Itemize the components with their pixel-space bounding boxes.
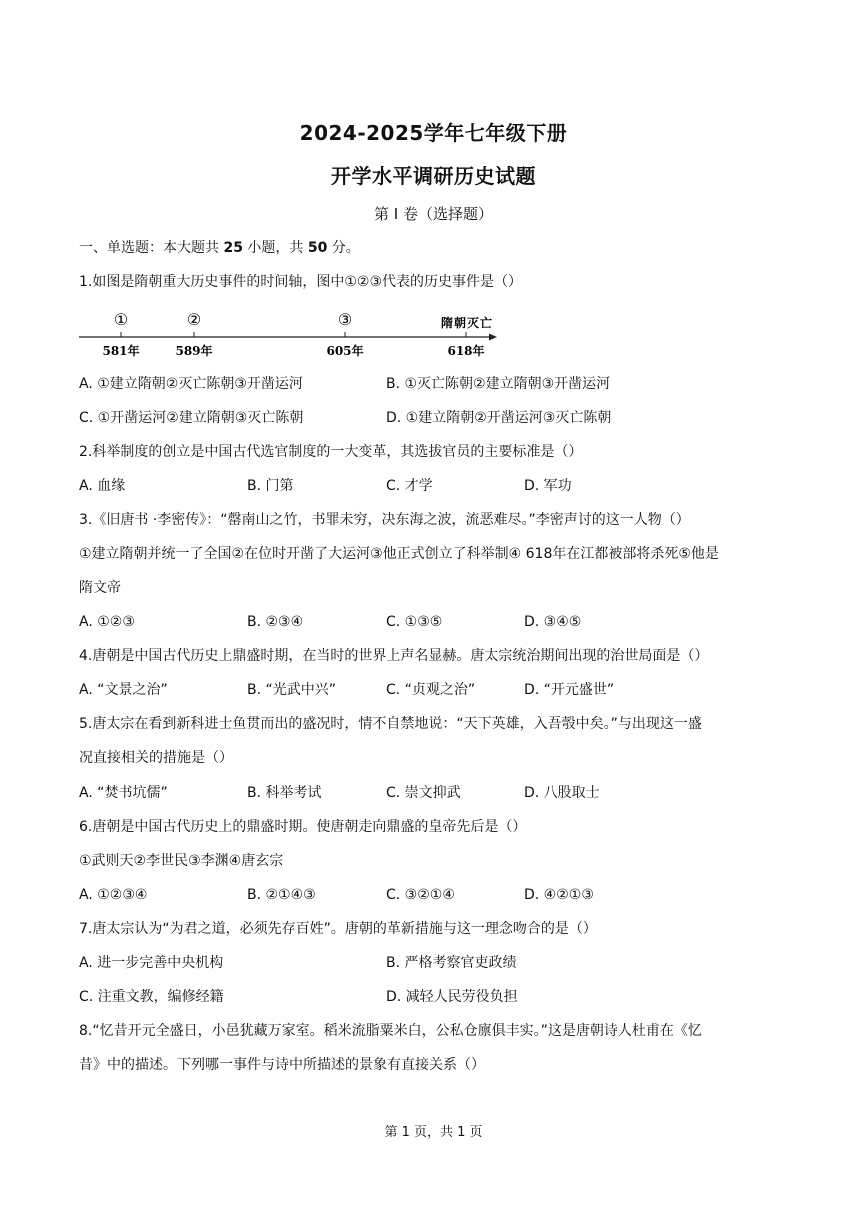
q8-stem-cont: 昔》中的描述。下列哪一事件与诗中所描述的景象有直接关系（） <box>79 1057 485 1073</box>
total-score: 50 <box>307 240 328 256</box>
timeline-event-sui-fall: 隋朝灭亡 <box>440 316 494 330</box>
q7-option-b[interactable]: B. 严格考察官吏政绩 <box>386 955 517 971</box>
q2-option-a[interactable]: A. 血缘 <box>79 478 126 494</box>
section-prefix: 一、单选题：本大题共 <box>79 240 224 256</box>
q4-option-a[interactable]: A. “文景之治” <box>79 682 168 698</box>
q2-option-d[interactable]: D. 军功 <box>524 478 572 494</box>
q8-stem: 8.“忆昔开元全盛日，小邑犹藏万家室。稻米流脂粟米白，公私仓廪俱丰实。”这是唐朝诗人杜甫在《忆 <box>79 1023 702 1039</box>
section-middle: 小题，共 <box>242 240 308 256</box>
q7-option-a[interactable]: A. 进一步完善中央机构 <box>79 955 224 971</box>
q1-option-c[interactable]: C. ①开凿运河②建立隋朝③灭亡陈朝 <box>79 410 304 426</box>
q3-option-a[interactable]: A. ①②③ <box>79 614 135 630</box>
q7-option-c[interactable]: C. 注重文教，编修经籍 <box>79 989 224 1005</box>
timeline-event-1: ① <box>113 310 129 329</box>
exam-title-line2: 开学水平调研历史试题 <box>331 164 536 188</box>
q5-option-a[interactable]: A. “焚书坑儒” <box>79 785 168 801</box>
q3-option-c[interactable]: C. ①③⑤ <box>386 614 443 630</box>
volume-heading: 第 I 卷（选择题） <box>374 205 493 223</box>
question-count: 25 <box>223 240 243 256</box>
section-heading <box>79 238 360 258</box>
timeline-arrow <box>489 334 497 341</box>
q3-option-d[interactable]: D. ③④⑤ <box>524 614 582 630</box>
q6-stem: 6.唐朝是中国古代历史上的鼎盛时期。使唐朝走向鼎盛的皇帝先后是（） <box>79 819 527 835</box>
timeline-figure <box>79 306 509 362</box>
timeline-year-618: 618年 <box>447 344 485 358</box>
timeline-year-605: 605年 <box>326 344 364 358</box>
q5-option-b[interactable]: B. 科举考试 <box>247 785 322 801</box>
q6-statements: ①武则天②李世民③李渊④唐玄宗 <box>79 853 284 869</box>
timeline-event-3: ③ <box>337 310 353 329</box>
q5-stem-cont: 况直接相关的措施是（） <box>79 750 233 766</box>
q6-option-b[interactable]: B. ②①④③ <box>247 887 316 903</box>
q7-option-d[interactable]: D. 减轻人民劳役负担 <box>386 989 518 1005</box>
page-footer: 第 1 页，共 1 页 <box>384 1125 483 1140</box>
timeline-year-581: 581年 <box>102 344 140 358</box>
q5-option-c[interactable]: C. 崇文抑武 <box>386 785 461 801</box>
exam-title-line1: 2024-2025学年七年级下册 <box>299 121 568 145</box>
q3-stem: 3.《旧唐书 ·李密传》：“罄南山之竹，书罪未穷，决东海之波，流恶难尽。”李密声讨的这一人物（） <box>79 512 690 528</box>
q5-stem: 5.唐太宗在看到新科进士鱼贯而出的盛况时，情不自禁地说：“天下英雄，入吾彀中矣。”与出现这一盛 <box>79 716 702 732</box>
q3-statements: ①建立隋朝并统一了全国②在位时开凿了大运河③他正式创立了科举制④ 618年在江都被部将杀死⑤他是 <box>79 546 719 562</box>
q7-stem: 7.唐太宗认为“为君之道，必须先存百姓”。唐朝的革新措施与这一理念吻合的是（） <box>79 921 597 937</box>
section-suffix: 分。 <box>327 240 360 256</box>
q4-option-b[interactable]: B. “光武中兴” <box>247 682 337 698</box>
q3-statements-cont: 隋文帝 <box>79 580 121 596</box>
timeline-event-2: ② <box>186 310 202 329</box>
q4-option-d[interactable]: D. “开元盛世” <box>524 682 615 698</box>
q2-option-b[interactable]: B. 门第 <box>247 478 294 494</box>
q5-option-d[interactable]: D. 八股取士 <box>524 785 600 801</box>
q3-option-b[interactable]: B. ②③④ <box>247 614 304 630</box>
q4-option-c[interactable]: C. “贞观之治” <box>386 682 476 698</box>
q6-option-a[interactable]: A. ①②③④ <box>79 887 148 903</box>
q4-stem: 4.唐朝是中国古代历史上鼎盛时期，在当时的世界上声名显赫。唐太宗统治期间出现的治世局面是（） <box>79 648 709 664</box>
q2-stem: 2.科举制度的创立是中国古代选官制度的一大变革，其选拔官员的主要标准是（） <box>79 444 583 460</box>
q6-option-c[interactable]: C. ③②①④ <box>386 887 455 903</box>
timeline-year-589: 589年 <box>175 344 213 358</box>
q6-option-d[interactable]: D. ④②①③ <box>524 887 594 903</box>
q2-option-c[interactable]: C. 才学 <box>386 478 433 494</box>
q1-option-d[interactable]: D. ①建立隋朝②开凿运河③灭亡陈朝 <box>386 410 612 426</box>
q1-option-b[interactable]: B. ①灭亡陈朝②建立隋朝③开凿运河 <box>386 376 611 392</box>
q1-option-a[interactable]: A. ①建立隋朝②灭亡陈朝③开凿运河 <box>79 376 303 392</box>
q1-stem: 1.如图是隋朝重大历史事件的时间轴，图中①②③代表的历史事件是（） <box>79 274 523 290</box>
